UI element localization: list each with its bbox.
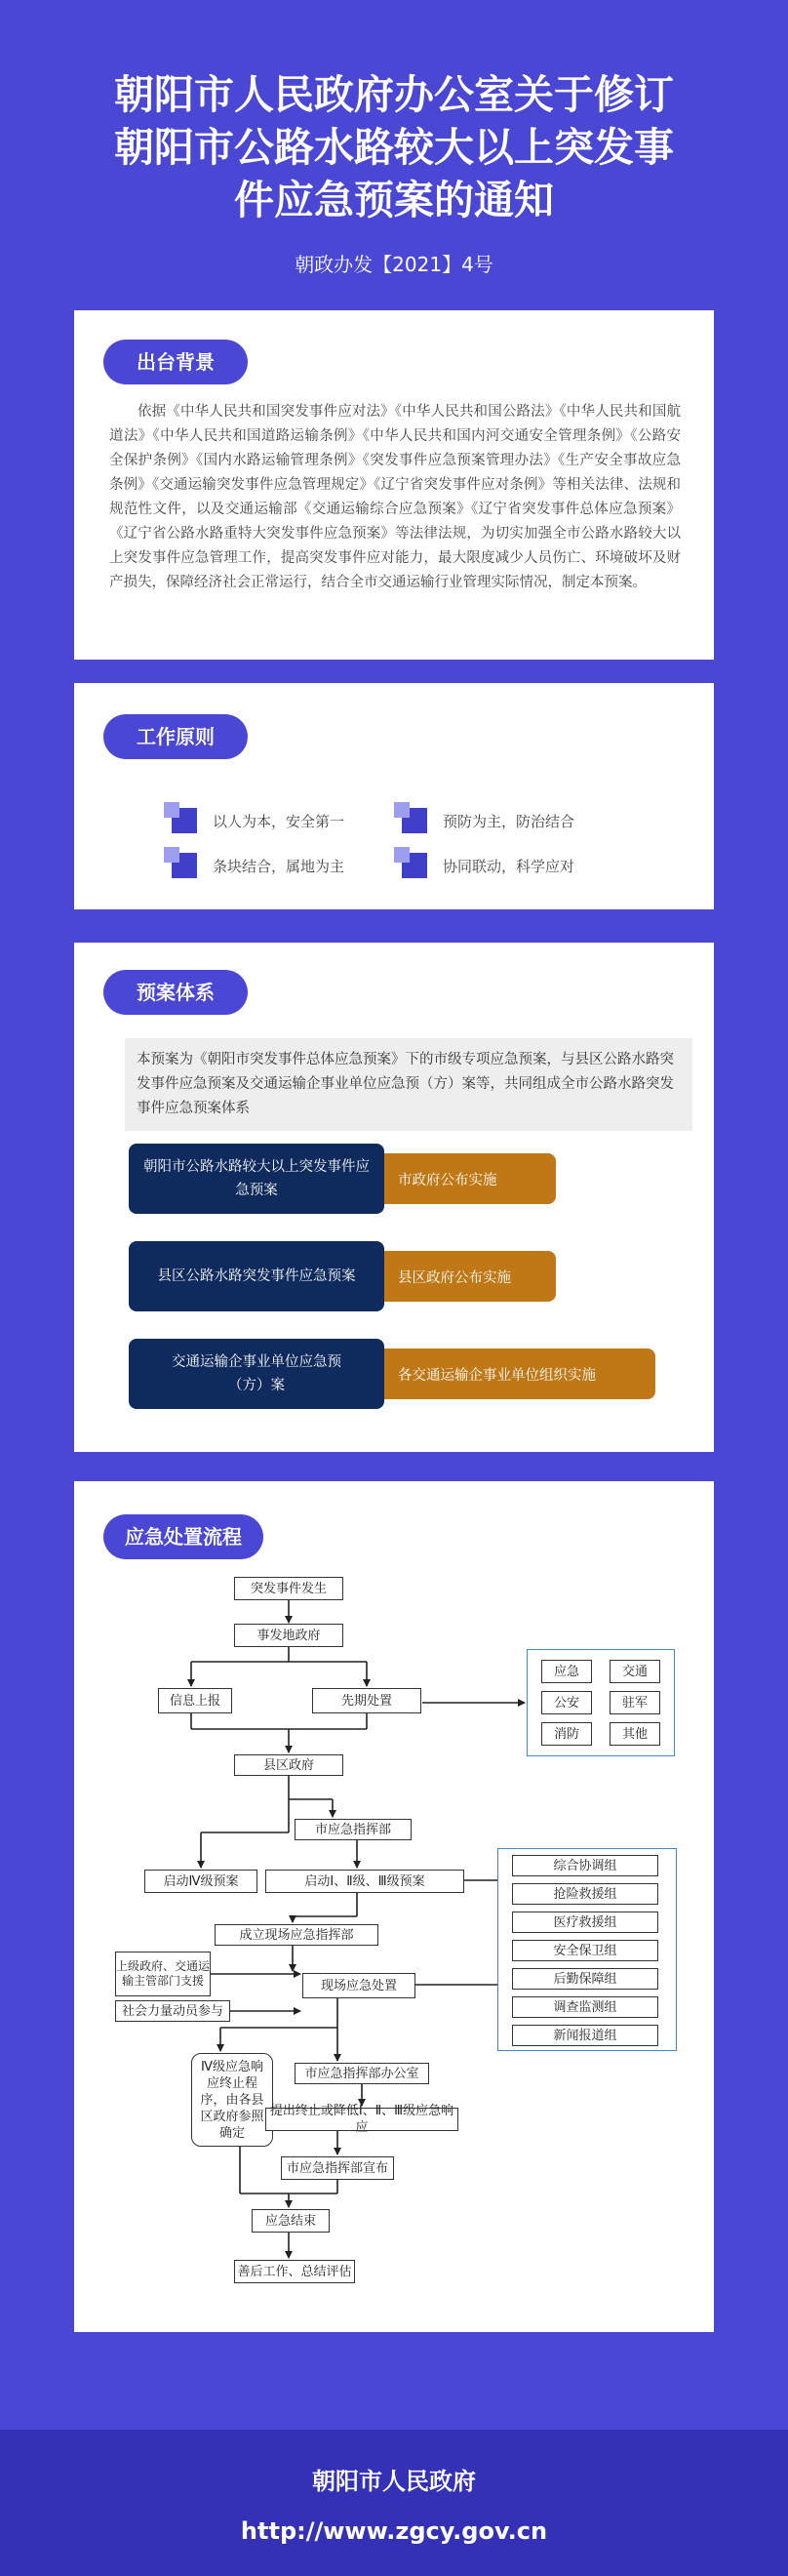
plan-name: 朝阳市公路水路较大以上突发事件应急预案 xyxy=(143,1159,370,1198)
bullet-square-icon xyxy=(172,853,197,878)
flow-label: 应急处置流程 xyxy=(103,1514,263,1559)
plan-name: 交通运输企事业单位应急预（方）案 xyxy=(172,1354,341,1393)
flow-end-box: 应急结束 xyxy=(252,2209,330,2233)
principle-item: 协同联动，科学应对 xyxy=(443,858,575,875)
flow-first-response-box: 先期处置 xyxy=(312,1688,421,1713)
plan-name-box xyxy=(129,1339,384,1409)
title-line: 件应急预案的通知 xyxy=(234,177,554,223)
work-group-box: 新闻报道组 xyxy=(512,2025,658,2046)
principles-card xyxy=(74,683,714,909)
system-label: 预案体系 xyxy=(103,970,248,1015)
flow-after-box: 善后工作、总结评估 xyxy=(234,2260,355,2283)
title-line: 朝阳市公路水路较大以上突发事 xyxy=(114,124,674,171)
flow-command-box: 市应急指挥部 xyxy=(295,1819,412,1840)
page-title xyxy=(39,68,749,226)
plan-name-box xyxy=(129,1144,384,1214)
flow-announce-box: 市应急指挥部宣布 xyxy=(281,2156,394,2180)
flow-level4-end-box: Ⅳ级应急响应终止程序，由各县区政府参照确定 xyxy=(191,2053,273,2147)
principle-item: 预防为主，防治结合 xyxy=(443,813,575,830)
work-group-box: 综合协调组 xyxy=(512,1855,658,1876)
principles-label: 工作原则 xyxy=(103,714,248,759)
system-intro: 本预案为《朝阳市突发事件总体应急预案》下的市级专项应急预案，与县区公路水路突发事件应急预案及交通运输企事业单位应急预（方）案等，共同组成全市公路水路突发事件应急预案体系 xyxy=(125,1038,692,1131)
flow-propose-box: 提出终止或降低Ⅰ、Ⅱ、Ⅲ级应急响应 xyxy=(265,2108,458,2131)
agency-box: 驻军 xyxy=(610,1691,660,1714)
plan-implementation-box xyxy=(373,1153,556,1204)
flow-level123-box: 启动Ⅰ、Ⅱ级、Ⅲ级预案 xyxy=(265,1870,464,1893)
plan-implementation: 市政府公布实施 xyxy=(398,1172,497,1188)
flow-report-box: 事发地政府 xyxy=(234,1624,343,1647)
flow-level4-box: 启动Ⅳ级预案 xyxy=(144,1870,257,1893)
flow-site-command-box: 成立现场应急指挥部 xyxy=(215,1924,378,1946)
background-label: 出台背景 xyxy=(103,340,248,384)
agency-group xyxy=(527,1649,675,1756)
flow-event-box: 突发事件发生 xyxy=(234,1577,343,1600)
plan-implementation-box xyxy=(373,1348,655,1399)
flow-support-box: 上级政府、交通运输主管部门支援 xyxy=(115,1952,211,1996)
system-card xyxy=(74,943,714,1452)
footer-url[interactable]: http://www.zgcy.gov.cn xyxy=(240,2517,548,2545)
agency-box: 交通 xyxy=(610,1660,660,1683)
bullet-square-icon xyxy=(172,808,197,833)
flow-card xyxy=(74,1481,714,2332)
work-group-box: 安全保卫组 xyxy=(512,1940,658,1961)
title-line: 朝阳市人民政府办公室关于修订 xyxy=(114,71,674,118)
flow-county-box: 县区政府 xyxy=(234,1754,343,1776)
bullet-square-icon xyxy=(402,853,427,878)
agency-box: 消防 xyxy=(541,1722,592,1746)
principle-item: 以人为本，安全第一 xyxy=(213,813,345,830)
work-group-box: 调查监测组 xyxy=(512,1996,658,2018)
agency-box: 应急 xyxy=(541,1660,592,1683)
plan-name: 县区公路水路突发事件应急预案 xyxy=(157,1268,356,1284)
work-group-panel xyxy=(497,1848,677,2051)
flow-site-response-box: 现场应急处置 xyxy=(302,1973,415,1998)
agency-box: 其他 xyxy=(610,1722,660,1746)
background-text: 依据《中华人民共和国突发事件应对法》《中华人民共和国公路法》《中华人民共和国航道法》《中华人民共和国道路运输条例》《中华人民共和国内河交通安全管理条例》《公路安全保护条例》《国内水路运输管理条例》《突发事件应急预案管理办法》《生产安全事故应急条例》《交通运输突发事件应急管理规定》《辽宁省突发事件应对条例》等相关法律、法规和规范性文件，以及交通运输部《交通运输综合应急预案》《辽宁省突发事件总体应急预案》《辽宁省公路水路重特大突发事件应急预案》等法律法规，为切实加强全市公路水路较大以上突发事件应急管理工作，提高突发事件应对能力，最大限度减少人员伤亡、环境破坏及财产损失，保障经济社会正常运行，结合全市交通运输行业管理实际情况，制定本预案。 xyxy=(109,404,681,590)
work-group-box: 医疗救援组 xyxy=(512,1912,658,1933)
plan-implementation-box xyxy=(373,1251,556,1302)
bullet-square-icon xyxy=(402,808,427,833)
agency-box: 公安 xyxy=(541,1691,592,1714)
flow-info-box: 信息上报 xyxy=(158,1688,232,1713)
plan-implementation: 各交通运输企事业单位组织实施 xyxy=(398,1367,596,1384)
work-group-box: 抢险救援组 xyxy=(512,1883,658,1905)
document-number: 朝政办发【2021】4号 xyxy=(295,253,493,276)
principle-item: 条块结合，属地为主 xyxy=(213,858,345,875)
plan-implementation: 县区政府公布实施 xyxy=(398,1269,511,1286)
flow-office-box: 市应急指挥部办公室 xyxy=(295,2063,429,2084)
plan-name-box xyxy=(129,1241,384,1311)
background-card xyxy=(74,310,714,660)
footer-org: 朝阳市人民政府 xyxy=(312,2468,476,2495)
work-group-box: 后勤保障组 xyxy=(512,1968,658,1990)
flow-social-box: 社会力量动员参与 xyxy=(115,2000,230,2022)
footer xyxy=(0,2430,788,2576)
